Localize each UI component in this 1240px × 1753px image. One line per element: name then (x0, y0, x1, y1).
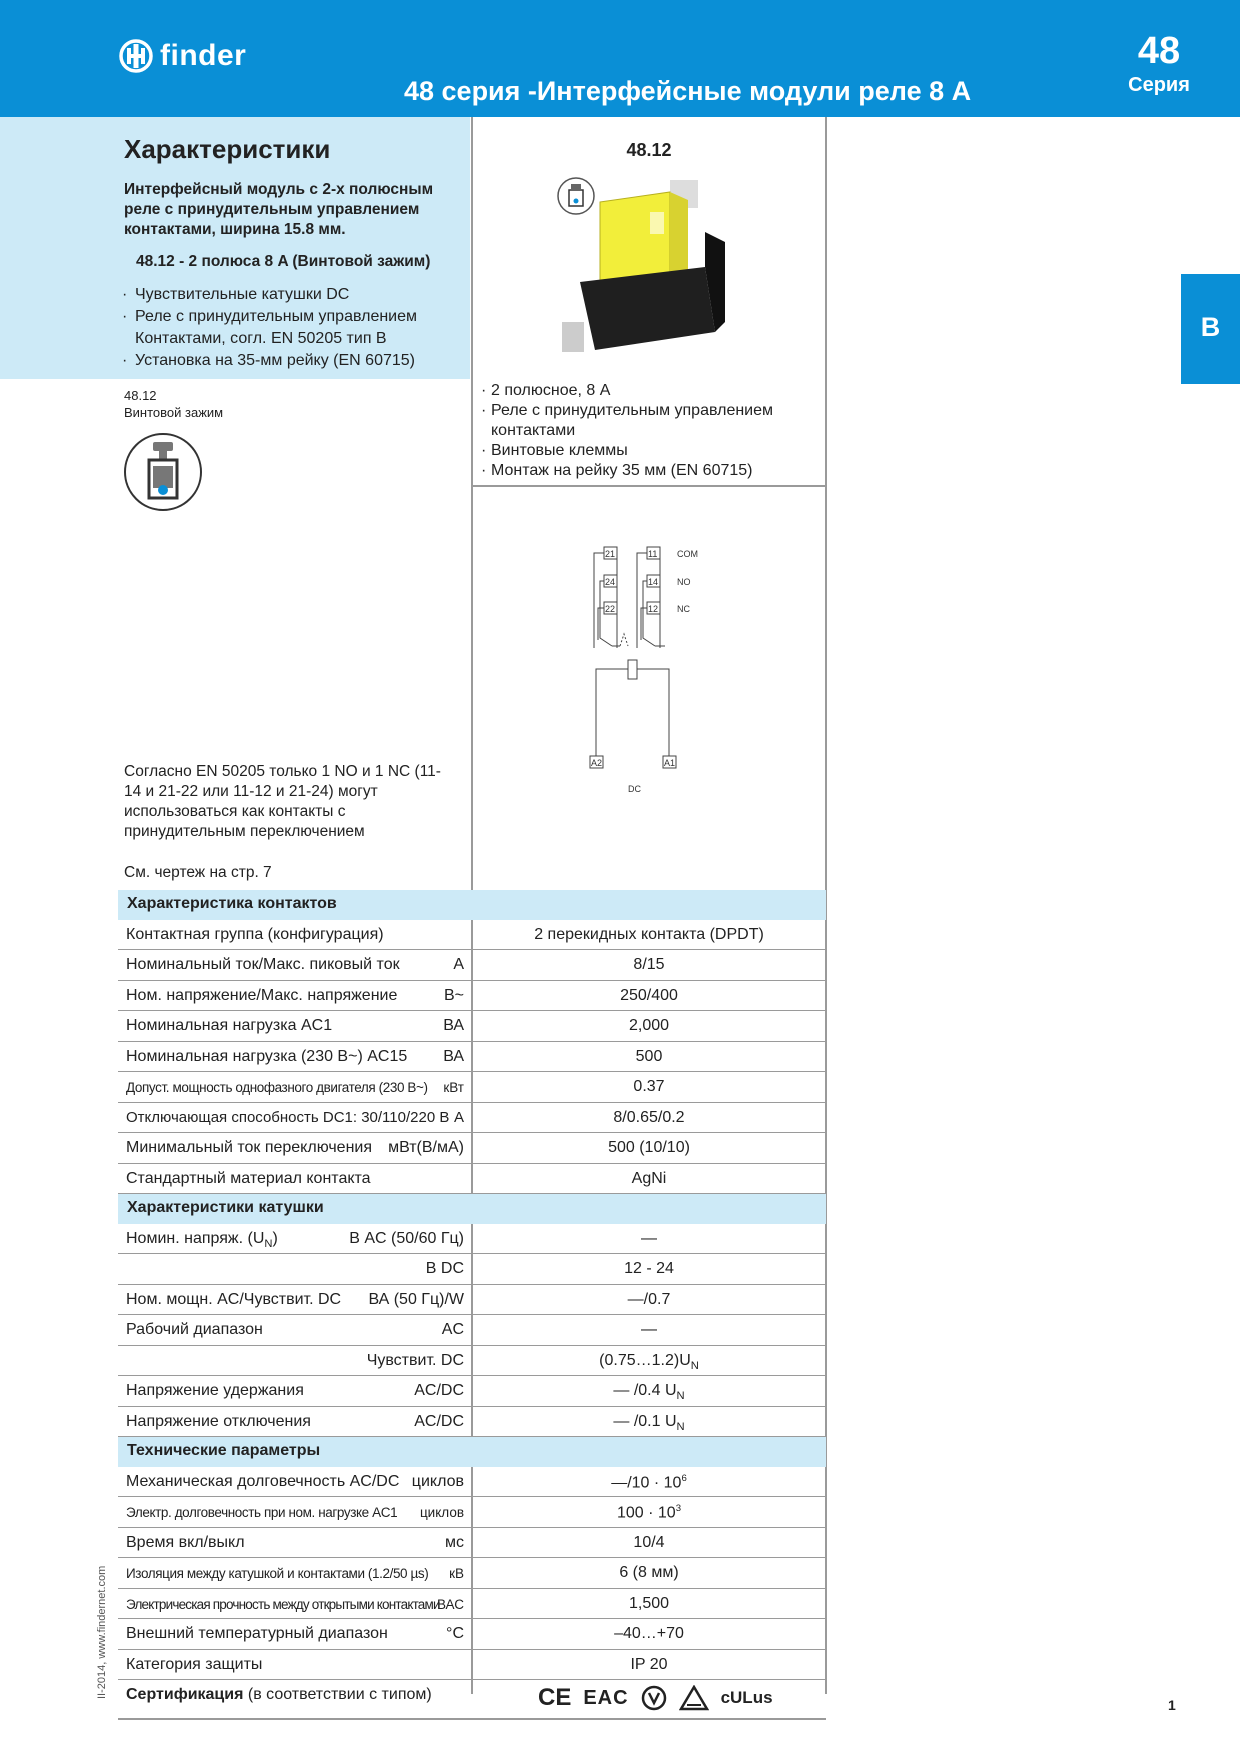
table-row: Изоляция между катушкой и контактами (1.2/50 µs) кВ 6 (8 мм) (118, 1558, 826, 1589)
finder-logo-icon (118, 38, 154, 74)
contact-label: NC (677, 604, 690, 614)
series-label: Серия (1128, 74, 1190, 96)
feature-bullet: · Винтовые клеммы (481, 442, 628, 459)
table-row: Рабочий диапазон AC — (118, 1315, 826, 1346)
intro-bullet: · Установка на 35-мм рейку (EN 60715) (122, 352, 415, 369)
coil-label: DC (628, 784, 641, 794)
terminal-label: 21 (605, 549, 616, 559)
intro-subtitle: 48.12 - 2 полюса 8 A (Винтовой зажим) (136, 253, 431, 270)
brand-name: finder (160, 39, 247, 72)
contact-label: COM (677, 549, 698, 559)
rina-mark-icon (641, 1685, 667, 1711)
intro-bullet: · Чувствительные катушки DC (122, 286, 350, 303)
terminal-label: 12 (648, 604, 659, 614)
table-row: Стандартный материал контакта AgNi (118, 1164, 826, 1195)
see-drawing-link[interactable]: См. чертеж на стр. 7 (124, 864, 272, 881)
table-row: Номин. напряж. $(U_N)$ В AC (50/60 Гц) — (118, 1224, 826, 1255)
table-row: Ном. напряжение/Макс. напряжение В~ 250/400 (118, 981, 826, 1012)
terminal-label: A2 (591, 758, 603, 768)
table-row: Минимальный ток переключения мВт(В/мА) 500 (10/10) (118, 1133, 826, 1164)
table-row: Номинальная нагрузка AC1 ВА 2,000 (118, 1011, 826, 1042)
culus-mark-icon: cULus (720, 1688, 773, 1707)
certification-marks (538, 1684, 773, 1712)
eac-mark-icon: EAC (583, 1686, 629, 1709)
table-row: Контактная группа (конфигурация) 2 перекидных контакта (DPDT) (118, 920, 826, 951)
table-section-header: Характеристика контактов (118, 890, 826, 920)
table-row: Механическая долговечность AC/DC циклов —/10 · $10^6$ (118, 1467, 826, 1498)
table-row: Допуст. мощность однофазного двигателя (230 В~) кВт 0.37 (118, 1072, 826, 1103)
section-title: Характеристики (124, 134, 331, 164)
vde-mark-icon (679, 1685, 709, 1711)
footer-copyright: II-2014, www.findernet.com (96, 1565, 108, 1699)
screw-terminal-icon (123, 432, 203, 517)
version-code: 48.12 (124, 388, 157, 403)
contact-label: NO (677, 577, 691, 587)
table-row: Время вкл/выкл мс 10/4 (118, 1528, 826, 1559)
table-row: Отключающая способность DC1: 30/110/220 В A 8/0.65/0.2 (118, 1103, 826, 1134)
page-title: 48 серия -Интерфейсные модули реле 8 A (404, 76, 972, 106)
version-terminal: Винтовой зажим (124, 405, 224, 420)
side-tab-letter: B (1200, 312, 1221, 342)
table-row: Электрическая прочность между открытыми контактами ВАС 1,500 (118, 1589, 826, 1620)
relay-module-photo (540, 172, 740, 372)
spec-table (118, 890, 826, 1720)
intro-bullet: · Реле с принудительным управлением Контактами, согл. EN 50205 тип B (122, 308, 418, 347)
table-row: Электр. долговечность при ном. нагрузке AC1 циклов $100 \cdot 10^3$ (118, 1497, 826, 1528)
divider (472, 485, 826, 487)
product-code: 48.12 (626, 140, 672, 160)
terminal-label: 11 (648, 549, 658, 559)
certification-row (118, 1680, 826, 1720)
table-section-header: Технические параметры (118, 1437, 826, 1467)
ce-mark-icon: CE (538, 1684, 572, 1711)
contacts-note: Согласно EN 50205 только 1 NO и 1 NC (11-14 и 21-22 или 11-12 и 21-24) могут использоваться как контакты с принудительным переключением (124, 763, 441, 840)
terminal-label: A1 (664, 758, 676, 768)
table-row: В DC 12 - 24 (118, 1254, 826, 1285)
table-row: Ном. мощн. AC/Чувствит. DC ВА (50 Гц)/W —/0.7 (118, 1285, 826, 1316)
intro-description: Интерфейсный модуль с 2-х полюсным реле с принудительным управлением контактами, ширина 15.8 мм. (124, 181, 434, 238)
certification-note: (в соответствии с типом) (247, 1686, 432, 1703)
feature-bullet: · Реле с принудительным управлением контактами (481, 402, 774, 439)
wiring-diagram (560, 538, 740, 803)
feature-bullet: · Монтаж на рейку 35 мм (EN 60715) (481, 462, 753, 479)
series-number: 48 (1137, 30, 1181, 72)
table-section-header: Характеристики катушки (118, 1194, 826, 1224)
table-row: Номинальный ток/Макс. пиковый ток A 8/15 (118, 950, 826, 981)
page-number: 1 (1168, 1697, 1176, 1713)
table-row: Чувствит. DC $(0.75\dots 1.2)U_N$ (118, 1346, 826, 1377)
table-row: Внешний температурный диапазон °C –40…+70 (118, 1619, 826, 1650)
table-row: Номинальная нагрузка (230 В~) AC15 ВА 500 (118, 1042, 826, 1073)
table-row: Напряжение отключения AC/DC — /0.1 $U_N$ (118, 1407, 826, 1438)
finder-logo (118, 36, 246, 76)
terminal-label: 14 (648, 577, 659, 587)
terminal-label: 24 (605, 577, 616, 587)
table-row: Напряжение удержания AC/DC — /0.4 $U_N$ (118, 1376, 826, 1407)
table-row: Категория защиты IP 20 (118, 1650, 826, 1681)
terminal-label: 22 (605, 604, 616, 614)
certification-label: Сертификация (126, 1686, 244, 1703)
feature-bullet: · 2 полюсное, 8 A (481, 382, 611, 399)
